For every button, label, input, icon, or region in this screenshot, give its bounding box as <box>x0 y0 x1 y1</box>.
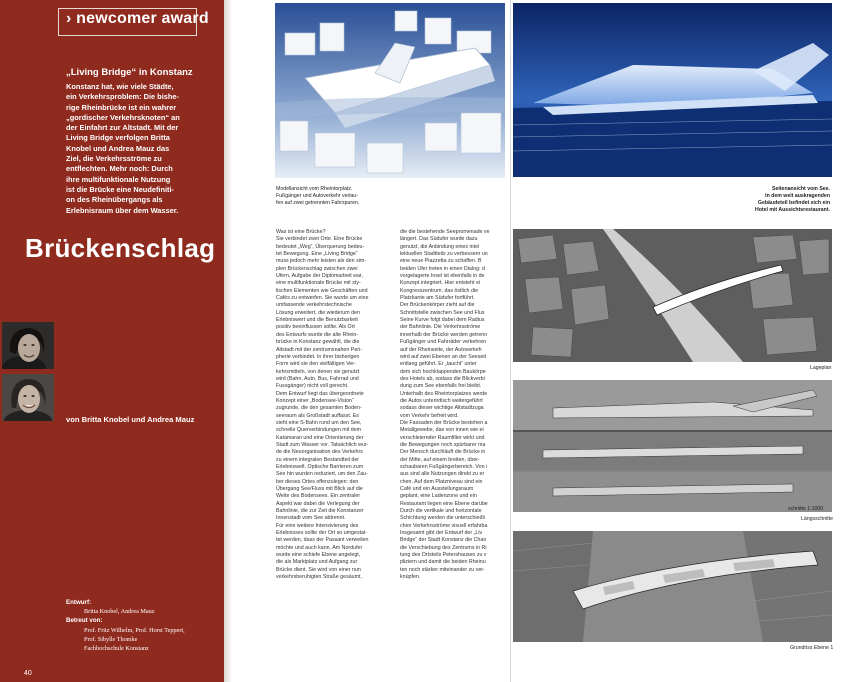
intro-line: Konstanz hat, wie viele Städte, <box>66 82 174 91</box>
article-line: die Verschiebung des Zentrums in Ri <box>400 544 487 551</box>
article-line: Schnittstelle zwischen See und Flus <box>400 309 485 316</box>
article-line: genutzt, die Anbindung eines intel <box>400 243 480 250</box>
floor-plan <box>513 531 832 642</box>
intro-line: ein Verkehrsproblem: Die bishe- <box>66 92 179 102</box>
article-line: Konzept integriert. Hier entsteht ei <box>400 280 481 287</box>
article-line: tet werden, dass der Passant verweilen <box>276 537 369 544</box>
sections-drawing <box>513 380 832 512</box>
lake-view-image <box>513 3 832 177</box>
article-line: Altstadt mit der zentrumsnahen Peri- <box>276 346 362 353</box>
article-line: die die bestehende Seepromenade ve <box>400 229 490 235</box>
article-line: die Autos unterirdisch weitergeführt <box>400 397 483 404</box>
article-line: dem sich hochklappenden Baukörpe <box>400 368 486 375</box>
floor-plan-image <box>513 531 832 642</box>
article-line: wird (Bahn, Auto, Bus, Fahrrad und <box>276 375 359 382</box>
article-line: chen Verkehrsströme visuell erfahrba <box>400 522 488 529</box>
article-line: Form wird sie den vielfältigen Ver- <box>276 361 356 368</box>
award-title: › newcomer award <box>66 10 209 27</box>
article-line: tet Bewegung. Eine „Living Bridge“ <box>276 251 358 258</box>
article-line: chen. Auf dem Platzniveau sind ein <box>400 478 483 485</box>
portrait-image <box>2 374 54 421</box>
supervisor-line: Fachhochschule Konstanz <box>84 645 149 653</box>
article-line: geplant, eine Ladenzone und ein <box>400 493 477 500</box>
article-line: pherie verbindet. In ihrer bisherigen <box>276 353 360 360</box>
article-line: Weite des Bodensees. Ein zentraler <box>276 493 361 500</box>
article-line: Durch die vertikale und horizontale <box>400 508 482 515</box>
article-title: Brückenschlag <box>25 233 216 263</box>
intro-line: on des Rheinübergangs als <box>66 195 163 205</box>
article-line: kehrsmitteln, von denen sie genutzt <box>276 368 360 375</box>
article-line: umfassende verkehrstechnische <box>276 302 352 309</box>
article-line: See hin wurden reduziert, um den Zau- <box>276 471 368 478</box>
model-caption <box>276 186 359 207</box>
article-line: ber dieses Ortes offenzulegen: den <box>276 478 359 485</box>
article-line: pliziern und damit die beiden Rheinu <box>400 559 486 566</box>
article-line: Was ist eine Brücke? <box>276 229 326 235</box>
lake-view-caption <box>720 186 830 214</box>
article-line: ten noch stärker miteinander zu ver- <box>400 566 485 573</box>
caption-line: Seitenansicht vom See. <box>772 186 830 192</box>
article-line: Erlebnisses sollte der Ort so umgestal- <box>276 530 367 537</box>
intro-line: der Einfahrt zur Altstadt. Mit der <box>66 123 179 133</box>
intro-line: „gordischer Verkehrsknoten“ an <box>66 112 180 122</box>
article-line: positiv beeinflussen sollte. Als Ort <box>276 324 355 331</box>
article-line: verkehrsberuhigten Straße gesäumt, <box>276 574 362 581</box>
article-line: die Bewegungen noch spürbarer ma <box>400 441 486 448</box>
article-line: tung des Ortsteils Petershausen zu v <box>400 552 487 559</box>
article-line: Cafés zu entwerfen. Sie wurde um eine <box>276 295 369 302</box>
article-line: Die Fassaden der Brücke bestehen a <box>400 419 488 426</box>
sections-image <box>513 380 832 512</box>
article-line: Restaurant liegen eine Ebene darübe <box>400 500 488 507</box>
supervisor-line: Prof. Sibylle Thomke <box>84 635 138 643</box>
article-line: Bahnlinie, die zur Zeit die Konstanzer <box>276 508 364 515</box>
article-line: vom Verkehr befreit wird. <box>400 412 459 419</box>
article-line: Ufern. Aufgabe der Diplomarbeit war, <box>276 273 363 280</box>
article-line: Der Brückenkörper zieht auf die <box>400 302 475 309</box>
article-line: Café und ein Ausstellungsraum <box>400 486 474 493</box>
design-value: Britta Knobel, Andrea Mauz <box>84 608 155 616</box>
article-line: Insgesamt gibt der Entwurf der „Liv <box>400 530 483 537</box>
article-line: der Bahnlinie. Die Verkehrsströme <box>400 324 481 331</box>
article-line: schaubaren Fußgängerbereich. Von i <box>400 464 488 470</box>
intro-text <box>66 82 186 216</box>
intro-line: ihre multifunktionale Nutzung <box>66 174 171 184</box>
article-line: Schichtung werden die unterschiedli <box>400 515 485 522</box>
article-line: Für eine weitere Intensivierung des <box>276 522 359 529</box>
caption-line: In dem weit auskragenden <box>765 193 830 199</box>
article-line: zugrunde, die den gesamten Boden- <box>276 405 362 412</box>
intro-heading: „Living Bridge“ in Konstanz <box>66 67 193 78</box>
site-plan-caption: Lageplan <box>810 365 832 371</box>
article-line: zu einem integralen Bestandteil der <box>276 456 360 463</box>
article-line: Kongresszentrum, das östlich die <box>400 287 479 294</box>
article-line: eine neue Piazzetta zu schaffen. B <box>400 258 482 265</box>
intro-line: entflechten. Mehr noch: Durch <box>66 164 173 174</box>
article-line: entlang geführt. Er „taucht“ unter <box>400 361 477 368</box>
article-line: längert. Das Südufer wurde dazu <box>400 236 478 243</box>
caption-line: fen auf zwei getrennten Fahrspuren. <box>276 200 360 206</box>
article-line: auf der Rheinseite, der Autoverkeh <box>400 346 482 353</box>
intro-line: rige Rheinbrücke ist ein wahrer <box>66 102 177 112</box>
article-line: sodass dieser wichtige Altstadtzuga <box>400 405 484 412</box>
article-line: Aspekt war dabei die Verlegung der <box>276 500 360 507</box>
supervised-label: Betreut von: <box>66 617 103 625</box>
article-line: wurde eine schiefe Ebene angelegt, <box>276 552 361 559</box>
page-gutter <box>224 0 232 682</box>
model-photo-image <box>275 3 505 178</box>
article-line: Platzkante am Südufer fortführt. <box>400 295 475 302</box>
intro-line: Living Bridge verfolgen Britta <box>66 133 170 143</box>
intro-line: Ziel, die Verkehrsströme zu <box>66 154 162 164</box>
supervisor-line: Prof. Fritz Wilhelm, Prof. Horst Teppert, <box>84 626 185 634</box>
article-column-1 <box>276 229 388 582</box>
author-portrait-andrea <box>2 374 54 421</box>
article-line: Stadt zum Wasser vor. Tatsächlich wur- <box>276 441 369 448</box>
article-line: Sie verbindet zwei Orte. Eine Brücke <box>276 236 363 243</box>
caption-line: Gebäudeteil befindet sich ein <box>757 200 830 206</box>
floor-plan-caption: Grundriss Ebene 1 <box>790 645 834 651</box>
article-line: Metallgewebe, das von innen wie ei <box>400 427 484 434</box>
credits-block <box>66 598 185 653</box>
article-line: Fussgänger) nicht voll gerecht. <box>276 383 349 390</box>
article-line: de die Neuorganisation des Verkehrs <box>276 449 363 456</box>
article-line: seeraum als Großstadt auffasst. Es <box>276 412 359 419</box>
article-line: plen Brückenschlag zwischen zwei <box>276 265 358 272</box>
article-line: Innenstadt vom See abtrennt. <box>276 515 346 522</box>
page-number: 40 <box>24 670 32 677</box>
caption-line: Hotel mit Aussichtsrestaurant. <box>754 207 830 213</box>
article-line: innerhalb der Brücke werden getrenn <box>400 331 488 338</box>
article-line: verschleiernder Raumfilter wirkt und <box>400 434 485 441</box>
article-line: sieht eine S-Bahn rund um den See, <box>276 419 362 426</box>
article-line: muss jedoch mehr leisten als den sim- <box>276 258 367 265</box>
intro-line: Knobel und Andrea Mauz das <box>66 143 170 153</box>
design-label: Entwurf: <box>66 599 92 606</box>
article-line: die als Marktplatz und Aufgang zur <box>276 559 358 566</box>
article-line: Seine Kurve folgt dabei dem Radius <box>400 317 485 324</box>
caption-line: Modellansicht vom Rheintorplatz. <box>276 186 353 192</box>
article-line: Lösung erweitert, die wiederum den <box>276 309 360 316</box>
article-line: bedeutet „Weg“, Überquerung bedeu- <box>276 243 365 250</box>
article-line: Katamaran und eine Orientierung der <box>276 434 364 441</box>
article-line: Bridge“ der Stadt Konstanz die Chan <box>400 537 487 544</box>
article-line: der Mitte, auf einem breiten, über- <box>400 456 480 463</box>
article-line: Erlebniswert und die Benutzbarkeit <box>276 317 358 324</box>
article-line: knüpfen. <box>400 574 421 581</box>
author-byline: von Britta Knobel und Andrea Mauz <box>66 415 195 424</box>
site-plan-image <box>513 229 832 362</box>
article-line: Konzept einer „Bodensee-Vision“ <box>276 397 354 404</box>
article-line: vorgelagerte Insel ist ebenfalls in de <box>400 273 485 280</box>
article-line: schnelle Querverbindungen mit dem <box>276 427 362 434</box>
article-line: wird auf zwei Ebenen an der Seeseit <box>400 353 486 360</box>
section-caption: Längsschnitte <box>801 516 834 522</box>
article-line: Erlebniswelt. Optische Barrieren zum <box>276 464 364 470</box>
article-line: dung zum See ebenfalls frei bleibt. <box>400 383 482 390</box>
article-line: Unterhalb des Rheintorplatzes werde <box>400 390 488 397</box>
article-line: Fußgänger und Fahrräder verkehren <box>400 339 486 346</box>
article-line: Brücke dient. Sie wird von einer nun <box>276 566 361 573</box>
intro-line: Erlebnisraum über dem Wasser. <box>66 205 179 215</box>
site-plan <box>513 229 832 362</box>
article-column-2 <box>400 229 512 582</box>
article-line: brücke in Konstanz gewählt, die die <box>276 339 360 346</box>
article-line: eine multifunktionale Brücke mit sty- <box>276 280 361 287</box>
intro-line: ist die Brücke eine Neudefiniti- <box>66 184 175 194</box>
caption-line: Fußgänger und Autoverkehr verlau- <box>276 193 358 199</box>
article-line: lischen Elementen wie Geschäften und <box>276 287 368 294</box>
portrait-image <box>2 322 54 369</box>
lake-view-render <box>513 3 832 177</box>
section-scale: schnitte 1:1000 <box>788 506 824 512</box>
article-line: Der Mensch durchläuft die Brücke in <box>400 449 486 456</box>
article-line: des Entwurfs wurde die alte Rhein- <box>276 331 359 338</box>
article-line: möchte und auch kann. Am Nordufer <box>276 544 363 551</box>
article-line: Dem Entwurf liegt das übergeordnete <box>276 390 364 397</box>
article-line: lektuellen Stadtteils zu verbessern un <box>400 251 488 258</box>
article-line: des Hotels ab, sodass die Blickverbi <box>400 375 485 382</box>
article-line: Übergang See/Fluss mit Blick auf die <box>276 486 363 493</box>
model-photo <box>275 3 505 178</box>
author-portrait-britta <box>2 322 54 369</box>
article-line: beiden Ufer treten in einen Dialog: d <box>400 265 485 272</box>
article-line: aus sind alle Nutzungen direkt zu er <box>400 471 485 478</box>
